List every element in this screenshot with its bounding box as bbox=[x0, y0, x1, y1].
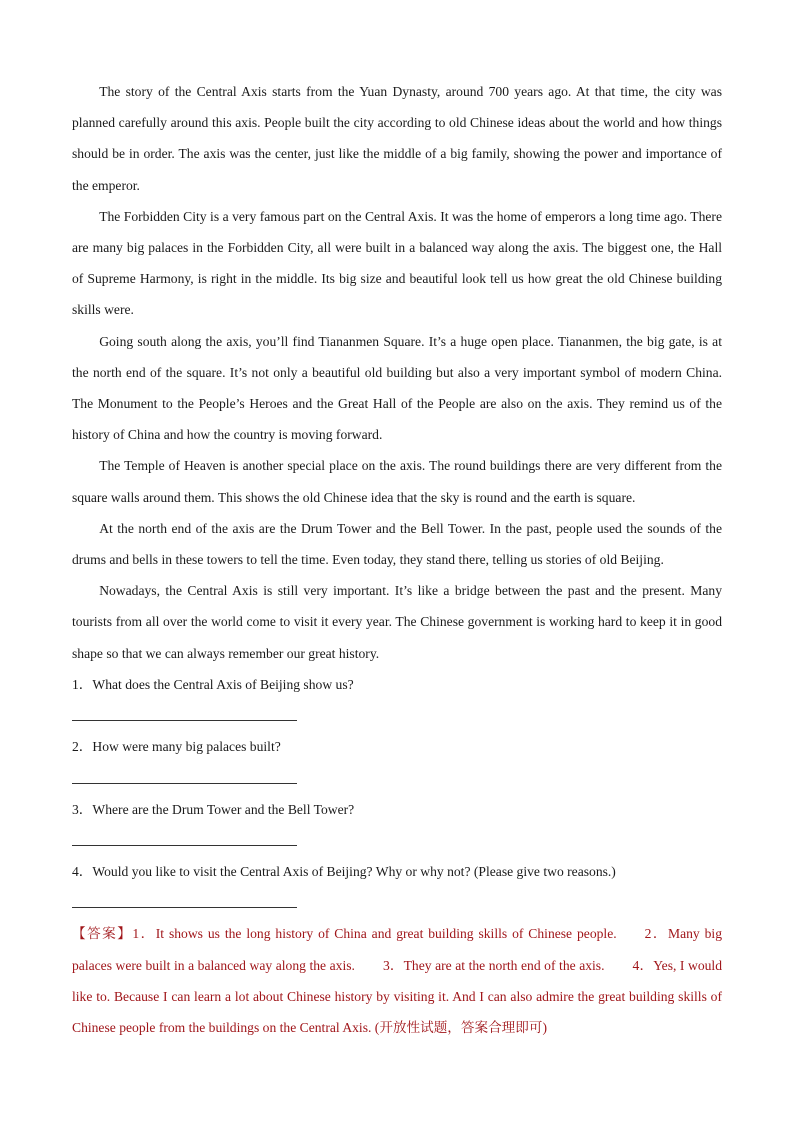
answer-key bbox=[72, 918, 722, 1043]
answer-blank-line[interactable] bbox=[72, 815, 297, 846]
question-text: 3．Where are the Drum Tower and the Bell Tower? bbox=[72, 801, 355, 817]
answer-item: 2．Many big palaces were built in a balanced way along the axis. bbox=[72, 926, 722, 973]
passage-paragraph: The Forbidden City is a very famous part on the Central Axis. It was the home of emperors a long time ago. There are many big palaces in the Forbidden City, all were built in a balanced way along the axis. The biggest one, the Hall of Supreme Harmony, is right in the middle. Its big size and beautiful look tell us how great the old Chinese building skills were. bbox=[72, 208, 722, 318]
passage-paragraph: At the north end of the axis are the Drum Tower and the Bell Tower. In the past, people used the sounds of the drums and bells in these towers to tell the time. Even today, they stand there, telling us stories of old Beijing. bbox=[72, 520, 722, 568]
answer-item: 4．Yes, I would like to. Because I can learn a lot about Chinese history by visiting it. And I can also admire the great building skills of Chinese people from the buildings on the Central Axis. (开放性试题，答案合理即可) bbox=[72, 957, 722, 1036]
document-page bbox=[72, 76, 722, 1043]
question-text: 4．Would you like to visit the Central Axis of Beijing? Why or why not? (Please give two reasons.) bbox=[72, 864, 616, 880]
answer-key-heading: 【答案】 bbox=[72, 926, 133, 942]
passage-paragraph: Nowadays, the Central Axis is still very important. It’s like a bridge between the past and the present. Many tourists from all over the world come to visit it every year. The Chinese government is working hard to keep it in good shape so that we can always remember our great history. bbox=[72, 583, 722, 661]
question-text: 1．What does the Central Axis of Beijing show us? bbox=[72, 676, 354, 692]
answer-blank-line[interactable] bbox=[72, 877, 297, 908]
answer-item: 3．They are at the north end of the axis. bbox=[382, 957, 605, 973]
question-text: 2．How were many big palaces built? bbox=[72, 739, 281, 755]
answer-blank-line[interactable] bbox=[72, 690, 297, 721]
question-item bbox=[72, 794, 722, 856]
question-item bbox=[72, 669, 722, 731]
passage-paragraph: The Temple of Heaven is another special place on the axis. The round buildings there are very different from the square walls around them. This shows the old Chinese idea that the sky is round and the earth is square. bbox=[72, 458, 722, 505]
answer-item: 1．It shows us the long history of China and great building skills of Chinese people. bbox=[132, 926, 617, 942]
passage-paragraph: Going south along the axis, you’ll find Tiananmen Square. It’s a huge open place. Tiananmen, the big gate, is at the north end of the square. It’s not only a beautiful old building but also a very important symbol of modern China. The Monument to the People’s Heroes and the Great Hall of the People are also on the axis. They remind us of the history of China and how the country is moving forward. bbox=[72, 333, 722, 443]
passage-paragraph: The story of the Central Axis starts from the Yuan Dynasty, around 700 years ago. At that time, the city was planned carefully around this axis. People built the city according to old Chinese ideas about the world and how things should be in order. The axis was the center, just like the middle of a big family, showing the power and importance of the emperor. bbox=[72, 84, 722, 193]
answer-blank-line[interactable] bbox=[72, 752, 297, 783]
question-item bbox=[72, 731, 722, 793]
question-list bbox=[72, 669, 722, 919]
reading-passage bbox=[72, 76, 722, 669]
question-item bbox=[72, 856, 722, 918]
